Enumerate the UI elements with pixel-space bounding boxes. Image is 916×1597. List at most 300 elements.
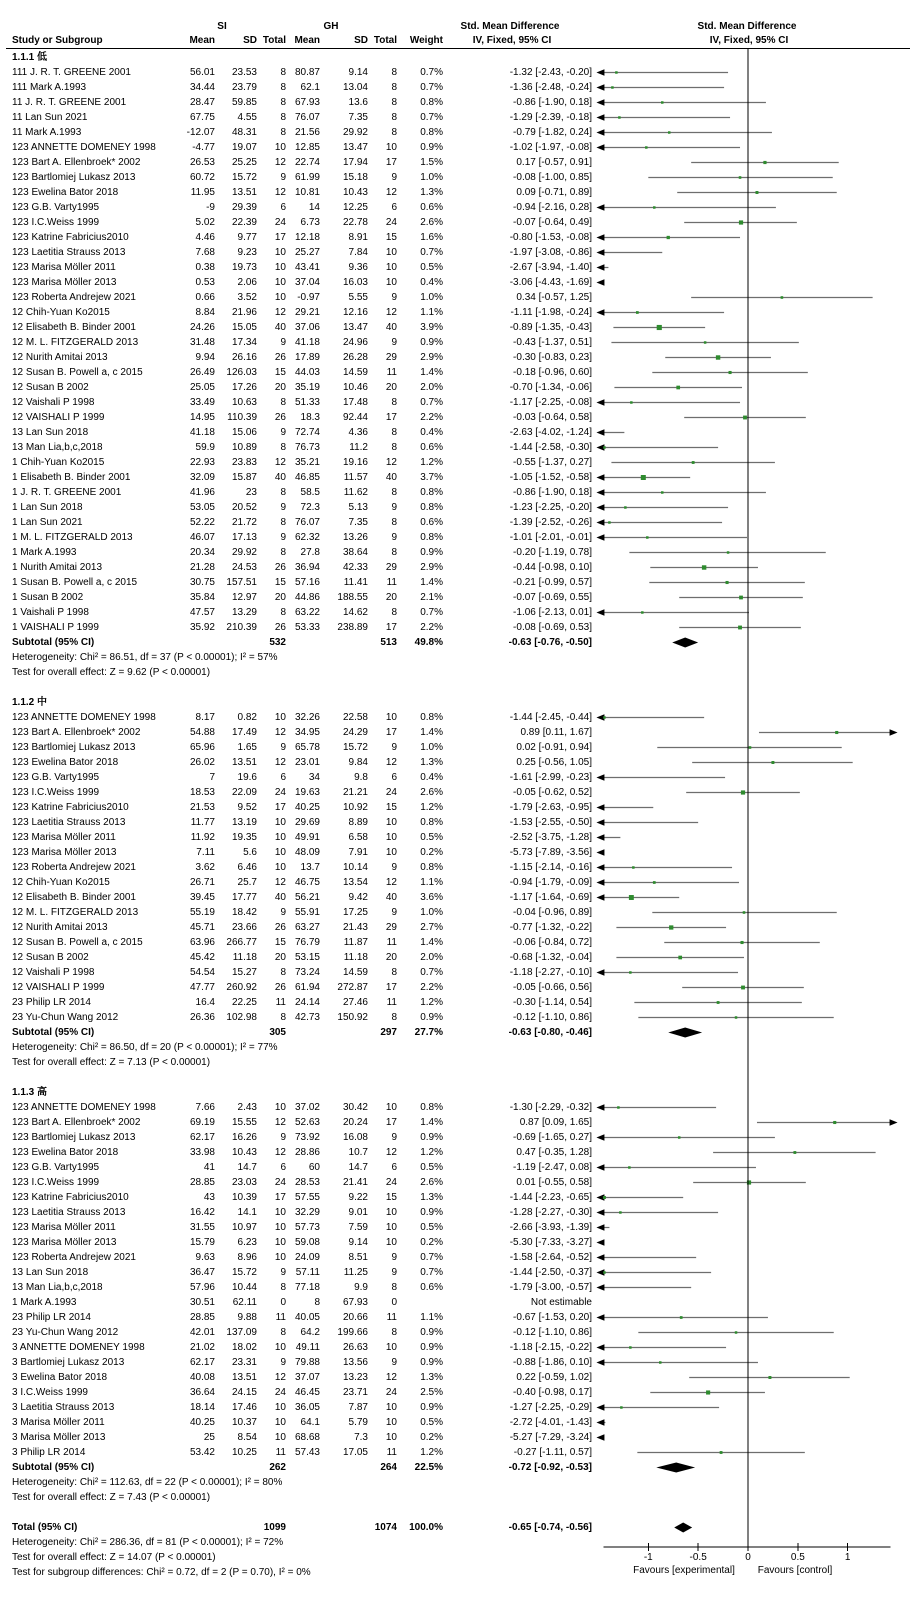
ci-text: -0.67 [-1.53, 0.20] — [513, 1312, 592, 1323]
gh-sd-value: 11.18 — [343, 952, 368, 963]
si-mean-value: 39.45 — [189, 892, 215, 903]
study-name: 13 Lan Sun 2018 — [12, 427, 89, 438]
si-mean-value: 26.71 — [189, 877, 215, 888]
ci-text: -1.28 [-2.27, -0.30] — [509, 1207, 592, 1218]
si-total-value: 26 — [274, 412, 286, 423]
heterogeneity-note-row — [0, 1475, 916, 1490]
study-name: 12 Nurith Amitai 2013 — [12, 352, 108, 363]
weight-value: 1.0% — [420, 742, 443, 753]
study-row — [0, 740, 916, 755]
gh-sd-value: 8.51 — [348, 1252, 368, 1263]
si-sd-value: 9.52 — [237, 802, 257, 813]
gh-mean-value: 35.21 — [294, 457, 320, 468]
si-total-value: 9 — [280, 427, 286, 438]
si-mean-value: 41.96 — [189, 487, 215, 498]
si-sd-value: 15.72 — [231, 1267, 257, 1278]
gh-mean-value: 37.02 — [294, 1102, 320, 1113]
gh-mean-value: 40.05 — [294, 1312, 320, 1323]
study-name: 1 M. L. FITZGERALD 2013 — [12, 532, 133, 543]
ci-text: -0.40 [-0.98, 0.17] — [513, 1387, 592, 1398]
study-row — [0, 1130, 916, 1145]
si-total-value: 12 — [274, 1147, 286, 1158]
study-row — [0, 710, 916, 725]
si-sd-value: 17.77 — [231, 892, 257, 903]
weight-value: 2.1% — [420, 592, 443, 603]
si-mean-value: 59.9 — [195, 442, 215, 453]
si-total-value: 11 — [275, 1447, 286, 1458]
si-sd-value: 10.25 — [231, 1447, 257, 1458]
weight-value: 1.4% — [420, 577, 443, 588]
si-sd-value: 16.26 — [231, 1132, 257, 1143]
study-row — [0, 935, 916, 950]
gh-sd-value: 7.35 — [348, 112, 368, 123]
gh-total-value: 9 — [391, 907, 397, 918]
gh-total-value: 10 — [385, 277, 397, 288]
ci-text: -1.05 [-1.52, -0.58] — [509, 472, 592, 483]
weight-value: 0.7% — [420, 607, 443, 618]
weight-value: 0.7% — [420, 112, 443, 123]
study-name: 12 M. L. FITZGERALD 2013 — [12, 907, 139, 918]
gh-sd-value: 7.3 — [354, 1432, 368, 1443]
si-total-value: 11 — [275, 997, 286, 1008]
weight-value: 0.9% — [420, 1207, 443, 1218]
study-row — [0, 1220, 916, 1235]
study-name: 12 Susan B. Powell a, c 2015 — [12, 937, 143, 948]
heterogeneity-note: Heterogeneity: Chi² = 112.63, df = 22 (P < 0.00001); I² = 80% — [12, 1477, 283, 1488]
study-row — [0, 1370, 916, 1385]
study-row — [0, 170, 916, 185]
subgroup-label: 1.1.2 中 — [12, 697, 48, 708]
ci-text: -1.53 [-2.55, -0.50] — [509, 817, 592, 828]
gh-sd-value: 9.9 — [354, 1282, 368, 1293]
gh-mean-value: 22.74 — [294, 157, 320, 168]
weight-value: 1.4% — [420, 937, 443, 948]
weight-value: 1.2% — [420, 802, 443, 813]
gh-total-value: 12 — [385, 877, 397, 888]
si-sd-value: 15.55 — [231, 1117, 257, 1128]
gh-sd-value: 5.79 — [348, 1417, 368, 1428]
gh-mean-value: 21.56 — [294, 127, 320, 138]
gh-mean-value: 44.86 — [294, 592, 320, 603]
study-row — [0, 875, 916, 890]
study-row — [0, 620, 916, 635]
si-total-value: 532 — [269, 637, 286, 648]
total-overall-effect-note: Test for overall effect: Z = 14.07 (P < 0.00001) — [12, 1552, 216, 1563]
si-mean-value: 63.96 — [189, 937, 215, 948]
si-mean-value: 40.08 — [189, 1372, 215, 1383]
ci-text: -0.63 [-0.76, -0.50] — [508, 637, 592, 648]
si-total-value: 10 — [274, 1417, 286, 1428]
weight-value: 0.8% — [420, 502, 443, 513]
si-mean-value: 21.53 — [189, 802, 215, 813]
gh-total-value: 20 — [385, 382, 397, 393]
gh-sd-value: 92.44 — [342, 412, 368, 423]
study-name: 12 Chih-Yuan Ko2015 — [12, 307, 110, 318]
study-name: 12 VAISHALI P 1999 — [12, 982, 105, 993]
gh-mean-value: 73.92 — [294, 1132, 320, 1143]
gh-sd-value: 13.23 — [342, 1372, 368, 1383]
gh-total-value: 9 — [391, 502, 397, 513]
study-row — [0, 1415, 916, 1430]
study-name: 123 Roberta Andrejew 2021 — [12, 862, 136, 873]
col-weight: Weight — [409, 35, 443, 46]
si-total-value: 12 — [274, 1117, 286, 1128]
study-row — [0, 890, 916, 905]
study-row — [0, 905, 916, 920]
si-mean-value: 53.05 — [189, 502, 215, 513]
si-total-value: 9 — [280, 502, 286, 513]
gh-total-value: 8 — [391, 397, 397, 408]
study-name: 123 Laetitia Strauss 2013 — [12, 817, 126, 828]
study-row — [0, 425, 916, 440]
effect-title-right: Std. Mean Difference — [697, 21, 797, 32]
si-sd-value: 48.31 — [231, 127, 257, 138]
gh-sd-value: 7.59 — [348, 1222, 368, 1233]
gh-sd-value: 30.42 — [342, 1102, 368, 1113]
ci-text: -1.17 [-1.64, -0.69] — [509, 892, 592, 903]
si-mean-value: 65.96 — [189, 742, 215, 753]
si-sd-value: 10.63 — [231, 397, 257, 408]
axis-tick-label: 0 — [745, 1552, 751, 1563]
gh-mean-value: 35.19 — [294, 382, 320, 393]
ci-text: -0.12 [-1.10, 0.86] — [513, 1327, 592, 1338]
si-sd-value: 15.27 — [231, 967, 257, 978]
weight-value: 2.0% — [420, 382, 443, 393]
weight-value: 0.2% — [420, 1237, 443, 1248]
gh-total-value: 10 — [385, 1402, 397, 1413]
si-total-value: 8 — [280, 1012, 286, 1023]
ci-text: -0.30 [-0.83, 0.23] — [513, 352, 592, 363]
study-name: 1 Lan Sun 2021 — [12, 517, 83, 528]
weight-value: 0.7% — [420, 67, 443, 78]
si-sd-value: 19.07 — [231, 142, 257, 153]
weight-value: 1.5% — [420, 157, 443, 168]
si-mean-value: 26.49 — [189, 367, 215, 378]
study-name: 13 Lan Sun 2018 — [12, 1267, 89, 1278]
si-total-value: 262 — [269, 1462, 286, 1473]
study-name: 123 Bartlomiej Lukasz 2013 — [12, 172, 136, 183]
weight-value: 2.6% — [420, 787, 443, 798]
si-sd-value: 9.88 — [237, 1312, 257, 1323]
gh-mean-value: 29.69 — [294, 817, 320, 828]
si-total-value: 10 — [274, 832, 286, 843]
si-total-value: 8 — [280, 112, 286, 123]
gh-sd-value: 9.14 — [348, 67, 368, 78]
si-sd-value: 23.53 — [231, 67, 257, 78]
gh-sd-value: 7.84 — [348, 247, 368, 258]
study-row — [0, 1355, 916, 1370]
si-mean-value: 36.47 — [189, 1267, 215, 1278]
gh-sd-value: 10.46 — [342, 382, 368, 393]
ci-text: -0.63 [-0.80, -0.46] — [508, 1027, 592, 1038]
study-row — [0, 380, 916, 395]
gh-total-value: 24 — [385, 787, 397, 798]
gh-mean-value: 42.73 — [294, 1012, 320, 1023]
ci-text: -5.73 [-7.89, -3.56] — [509, 847, 592, 858]
study-row — [0, 530, 916, 545]
si-sd-value: 10.37 — [231, 1417, 257, 1428]
study-row — [0, 950, 916, 965]
ci-text: -1.11 [-1.98, -0.24] — [510, 307, 592, 318]
gh-mean-value: 53.33 — [294, 622, 320, 633]
si-mean-value: 54.88 — [189, 727, 215, 738]
subtotal-row — [0, 1025, 916, 1040]
si-total-value: 24 — [274, 787, 286, 798]
gh-sd-value: 17.94 — [342, 157, 368, 168]
subgroup-label: 1.1.3 高 — [12, 1087, 48, 1098]
gh-sd-value: 11.41 — [343, 577, 368, 588]
si-total-value: 10 — [274, 712, 286, 723]
ci-text: -2.72 [-4.01, -1.43] — [509, 1417, 592, 1428]
study-row — [0, 335, 916, 350]
weight-value: 2.2% — [420, 982, 443, 993]
ci-text: -1.61 [-2.99, -0.23] — [509, 772, 592, 783]
study-name: 3 ANNETTE DOMENEY 1998 — [12, 1342, 145, 1353]
study-name: 123 Ewelina Bator 2018 — [12, 757, 119, 768]
gh-mean-value: 48.09 — [294, 847, 320, 858]
study-name: 123 Bart A. Ellenbroek* 2002 — [12, 1117, 141, 1128]
ci-text: -1.29 [-2.39, -0.18] — [509, 112, 592, 123]
study-name: 123 Katrine Fabricius2010 — [12, 232, 129, 243]
ci-text: -1.97 [-3.08, -0.86] — [509, 247, 592, 258]
si-total-value: 12 — [274, 157, 286, 168]
gh-total-value: 40 — [385, 892, 397, 903]
si-mean-value: 53.42 — [189, 1447, 215, 1458]
gh-total-value: 17 — [385, 157, 397, 168]
si-sd-value: 23.66 — [231, 922, 257, 933]
si-mean-value: 7.11 — [196, 847, 215, 858]
total-row — [0, 1520, 916, 1535]
gh-total-value: 10 — [385, 142, 397, 153]
si-total-value: 8 — [280, 67, 286, 78]
si-total-value: 12 — [274, 307, 286, 318]
si-sd-value: 22.09 — [231, 787, 257, 798]
study-row — [0, 860, 916, 875]
si-sd-value: 17.49 — [231, 727, 257, 738]
study-row — [0, 1250, 916, 1265]
si-sd-value: 23.03 — [231, 1177, 257, 1188]
study-name: 123 Marisa Möller 2013 — [12, 847, 117, 858]
col-gh-total: Total — [373, 35, 397, 46]
gh-mean-value: 37.04 — [294, 277, 320, 288]
si-total-value: 10 — [274, 817, 286, 828]
gh-sd-value: 11.87 — [343, 937, 368, 948]
subgroup-header — [0, 1085, 916, 1100]
si-total-value: 10 — [274, 142, 286, 153]
si-total-value: 10 — [274, 262, 286, 273]
si-mean-value: 33.98 — [189, 1147, 215, 1158]
study-row — [0, 1325, 916, 1340]
si-sd-value: 23.79 — [231, 82, 257, 93]
si-sd-value: 23.31 — [231, 1357, 257, 1368]
study-name: 123 G.B. Varty1995 — [12, 772, 100, 783]
gh-mean-value: 77.18 — [294, 1282, 320, 1293]
gh-total-value: 11 — [386, 1312, 397, 1323]
si-sd-value: 10.89 — [231, 442, 257, 453]
weight-value: 100.0% — [409, 1522, 443, 1533]
gh-mean-value: 18.3 — [300, 412, 320, 423]
study-row — [0, 1100, 916, 1115]
study-name: 12 Susan B. Powell a, c 2015 — [12, 367, 143, 378]
weight-value: 0.8% — [420, 532, 443, 543]
si-total-value: 8 — [280, 547, 286, 558]
si-sd-value: 17.13 — [231, 532, 257, 543]
study-name: 1 Lan Sun 2018 — [12, 502, 83, 513]
gh-mean-value: 28.53 — [294, 1177, 320, 1188]
si-mean-value: 69.19 — [189, 1117, 215, 1128]
gh-total-value: 15 — [385, 232, 397, 243]
gh-total-value: 17 — [385, 1117, 397, 1128]
study-row — [0, 1235, 916, 1250]
ci-text: -1.79 [-2.63, -0.95] — [509, 802, 592, 813]
gh-mean-value: 29.21 — [294, 307, 320, 318]
si-sd-value: 15.87 — [231, 472, 257, 483]
study-name: 123 Marisa Möller 2013 — [12, 277, 117, 288]
ci-text: -0.86 [-1.90, 0.18] — [513, 97, 592, 108]
gh-sd-value: 16.08 — [342, 1132, 368, 1143]
ci-text: -0.86 [-1.90, 0.18] — [513, 487, 592, 498]
gh-mean-value: 49.11 — [295, 1342, 320, 1353]
si-mean-value: 62.17 — [189, 1132, 215, 1143]
gh-total-value: 12 — [385, 187, 397, 198]
study-name: 123 Katrine Fabricius2010 — [12, 1192, 129, 1203]
gh-sd-value: 38.64 — [342, 547, 368, 558]
study-row — [0, 1295, 916, 1310]
si-mean-value: 47.77 — [189, 982, 215, 993]
ci-text: -1.06 [-2.13, 0.01] — [513, 607, 592, 618]
si-mean-value: 11.92 — [190, 832, 215, 843]
ci-text: -1.44 [-2.50, -0.37] — [509, 1267, 592, 1278]
gh-sd-value: 17.48 — [342, 397, 368, 408]
si-mean-value: 15.79 — [189, 1237, 215, 1248]
gh-mean-value: 17.89 — [294, 352, 320, 363]
gh-total-value: 8 — [391, 442, 397, 453]
si-total-value: 11 — [275, 1312, 286, 1323]
si-sd-value: 19.6 — [237, 772, 257, 783]
study-name: 13 Man Lia,b,c,2018 — [12, 442, 103, 453]
gh-total-value: 8 — [391, 967, 397, 978]
ci-text: -1.01 [-2.01, -0.01] — [509, 532, 592, 543]
ci-text: 0.02 [-0.91, 0.94] — [516, 742, 592, 753]
study-name: 1 Elisabeth B. Binder 2001 — [12, 472, 131, 483]
si-sd-value: 19.73 — [231, 262, 257, 273]
si-mean-value: 45.42 — [189, 952, 215, 963]
weight-value: 0.4% — [420, 772, 443, 783]
study-name: 111 Mark A.1993 — [12, 82, 87, 93]
gh-total-value: 40 — [385, 472, 397, 483]
si-sd-value: 102.98 — [226, 1012, 257, 1023]
si-sd-value: 14.1 — [237, 1207, 257, 1218]
study-name: 1 Chih-Yuan Ko2015 — [12, 457, 105, 468]
gh-total-value: 8 — [391, 82, 397, 93]
gh-total-value: 11 — [386, 1447, 397, 1458]
gh-total-value: 9 — [391, 862, 397, 873]
gh-total-value: 8 — [391, 487, 397, 498]
gh-sd-value: 9.01 — [348, 1207, 368, 1218]
si-mean-value: 41 — [203, 1162, 215, 1173]
gh-total-value: 10 — [385, 262, 397, 273]
weight-value: 2.5% — [420, 1387, 443, 1398]
gh-sd-value: 9.42 — [348, 892, 368, 903]
gh-mean-value: 61.99 — [294, 172, 320, 183]
study-row — [0, 980, 916, 995]
si-mean-value: 62.17 — [189, 1357, 215, 1368]
ci-text: 0.47 [-0.35, 1.28] — [516, 1147, 592, 1158]
study-name: 23 Philip LR 2014 — [12, 1312, 91, 1323]
si-sd-value: 2.43 — [237, 1102, 257, 1113]
study-name: 12 Elisabeth B. Binder 2001 — [12, 322, 136, 333]
gh-sd-value: 11.62 — [343, 487, 368, 498]
study-name: 3 Ewelina Bator 2018 — [12, 1372, 108, 1383]
study-row — [0, 965, 916, 980]
gh-mean-value: 79.88 — [294, 1357, 320, 1368]
study-name: 11 J. R. T. GREENE 2001 — [12, 97, 127, 108]
study-row — [0, 200, 916, 215]
gh-mean-value: 67.93 — [294, 97, 320, 108]
si-sd-value: 29.92 — [231, 547, 257, 558]
si-total-value: 26 — [274, 922, 286, 933]
si-sd-value: 13.51 — [231, 187, 257, 198]
gh-mean-value: 49.91 — [294, 832, 320, 843]
gh-total-value: 12 — [385, 307, 397, 318]
gh-sd-value: 11.25 — [343, 1267, 368, 1278]
favours-control-label: Favours [control] — [757, 1565, 833, 1576]
si-sd-value: 15.72 — [231, 172, 257, 183]
gh-total-value: 10 — [385, 1432, 397, 1443]
gh-sd-value: 11.57 — [343, 472, 368, 483]
ci-text: -0.08 [-1.00, 0.85] — [513, 172, 592, 183]
ci-text: -0.88 [-1.86, 0.10] — [513, 1357, 592, 1368]
si-total-value: 15 — [274, 367, 286, 378]
study-row — [0, 1310, 916, 1325]
study-row — [0, 1190, 916, 1205]
gh-sd-value: 199.66 — [337, 1327, 368, 1338]
gh-sd-value: 11.2 — [349, 442, 368, 453]
col-ci-right: IV, Fixed, 95% CI — [709, 35, 789, 46]
gh-mean-value: 68.68 — [294, 1432, 320, 1443]
study-name: 123 I.C.Weiss 1999 — [12, 1177, 100, 1188]
study-row — [0, 470, 916, 485]
si-mean-value: 28.85 — [189, 1177, 215, 1188]
weight-value: 0.5% — [420, 1222, 443, 1233]
gh-sd-value: 13.6 — [348, 97, 368, 108]
ci-text: -1.02 [-1.97, -0.08] — [509, 142, 592, 153]
ci-text: -0.03 [-0.64, 0.58] — [513, 412, 592, 423]
si-sd-value: 10.44 — [231, 1282, 257, 1293]
weight-value: 0.6% — [420, 1282, 443, 1293]
si-total-value: 12 — [274, 877, 286, 888]
gh-mean-value: 37.06 — [294, 322, 320, 333]
si-mean-value: 11.77 — [190, 817, 215, 828]
study-name: 11 Lan Sun 2021 — [12, 112, 88, 123]
study-name: 123 Katrine Fabricius2010 — [12, 802, 129, 813]
study-row — [0, 95, 916, 110]
si-total-value: 10 — [274, 277, 286, 288]
gh-sd-value: 67.93 — [342, 1297, 368, 1308]
si-total-value: 8 — [280, 607, 286, 618]
si-mean-value: 21.28 — [189, 562, 215, 573]
study-row — [0, 1160, 916, 1175]
ci-text: -1.58 [-2.64, -0.52] — [509, 1252, 592, 1263]
gh-sd-value: 10.14 — [342, 862, 368, 873]
gh-mean-value: 80.87 — [294, 67, 320, 78]
si-sd-value: 24.15 — [231, 1387, 257, 1398]
axis-tick-label: 0.5 — [790, 1552, 805, 1563]
ci-text: -1.23 [-2.25, -0.20] — [509, 502, 592, 513]
si-total-value: 26 — [274, 562, 286, 573]
si-total-value: 20 — [274, 382, 286, 393]
si-sd-value: 59.85 — [231, 97, 257, 108]
